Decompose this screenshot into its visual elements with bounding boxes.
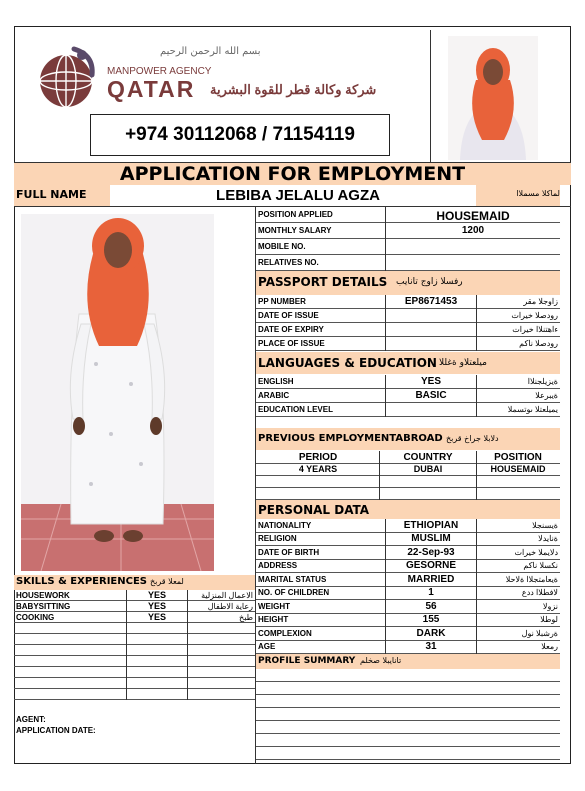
personal-arabic: نكسلا ناكم xyxy=(523,561,558,571)
full-name-value: LEBIBA JELALU AGZA xyxy=(216,187,380,204)
position-value: HOUSEMAID xyxy=(436,209,510,223)
full-name-arabic: لماكلا مسملاا xyxy=(516,189,560,198)
language-label: ENGLISH xyxy=(258,377,294,386)
personal-value: 1 xyxy=(428,587,434,599)
passport-row xyxy=(256,323,560,337)
passport-title: PASSPORT DETAILS xyxy=(258,275,388,289)
language-divider-a xyxy=(385,375,386,417)
skills-title: SKILLS & EXPERIENCES xyxy=(16,576,147,587)
personal-arabic: ةيعامتجلاا ةلاحلا xyxy=(505,574,558,584)
passport-arabic: زاوجلا مقر xyxy=(523,297,558,306)
phone-number: +974 30112068 / 71154119 xyxy=(125,124,355,145)
skill-label: HOUSEWORK xyxy=(16,591,70,600)
skill-divider-a xyxy=(126,590,127,700)
skills-rows xyxy=(14,590,255,700)
passport-row xyxy=(256,295,560,309)
personal-row xyxy=(256,614,560,628)
personal-label: HEIGHT xyxy=(258,615,289,625)
passport-value: EP8671453 xyxy=(404,296,458,307)
form-title-bar xyxy=(14,163,571,185)
summary-line xyxy=(256,669,560,682)
skill-arabic: الاعمال المنزلية xyxy=(201,591,253,600)
previous-divider-a xyxy=(379,451,380,500)
personal-divider-a xyxy=(385,519,386,654)
personal-arabic: لوطلا xyxy=(540,615,558,625)
personal-label: RELIGION xyxy=(258,534,297,544)
personal-rows xyxy=(256,519,560,654)
personal-arabic: ةنايدلا xyxy=(538,534,558,544)
previous-cell: DUBAI xyxy=(413,464,443,474)
passport-header xyxy=(256,271,560,295)
agency-name-main: QATAR xyxy=(107,76,196,102)
summary-line xyxy=(256,734,560,747)
personal-arabic: ةيسنجلا xyxy=(532,520,558,530)
languages-title-arabic: ميلعتلاو ةغللا xyxy=(439,358,487,368)
skill-arabic: رعاية الاطفال xyxy=(207,602,253,611)
personal-label: COMPLEXION xyxy=(258,628,312,638)
summary-line xyxy=(256,695,560,708)
skill-label: BABYSITTING xyxy=(16,602,71,611)
passport-row xyxy=(256,309,560,323)
skill-label: COOKING xyxy=(16,613,55,622)
skill-row xyxy=(14,590,255,601)
skill-value: YES xyxy=(147,590,166,600)
skill-value: YES xyxy=(147,612,166,622)
full-name-label-cell xyxy=(14,185,110,206)
passport-divider-b xyxy=(476,295,477,351)
personal-value: GESORNE xyxy=(405,560,456,572)
agency-name-arabic: شركة وكالة قطر للقوة البشرية xyxy=(210,82,377,97)
salary-label: MONTHLY SALARY xyxy=(258,226,332,235)
previous-header-row xyxy=(256,451,560,464)
previous-row xyxy=(256,464,560,476)
personal-value: DARK xyxy=(416,627,446,639)
personal-value: 31 xyxy=(425,641,437,653)
previous-column-header: POSITION xyxy=(494,452,542,463)
passport-label: DATE OF ISSUE xyxy=(258,311,319,320)
previous-column-header: COUNTRY xyxy=(403,452,453,463)
form-title: APPLICATION FOR EMPLOYMENT xyxy=(119,163,466,185)
skill-row xyxy=(14,634,255,645)
full-name-arabic-cell xyxy=(476,185,560,206)
language-arabic: يميلعتلا ىوتسملا xyxy=(507,405,558,414)
personal-label: NATIONALITY xyxy=(258,520,312,530)
previous-title-arabic: دلابلا جراخ قربخ xyxy=(446,434,499,443)
passport-label: DATE OF EXPIRY xyxy=(258,325,324,334)
personal-row xyxy=(256,587,560,601)
personal-arabic: لافطلاا ددع xyxy=(521,588,558,598)
personal-label: NO. OF CHILDREN xyxy=(258,588,330,598)
previous-row xyxy=(256,476,560,488)
agent-label: AGENT: xyxy=(16,715,46,724)
personal-value: 56 xyxy=(425,600,437,612)
position-label: POSITION APPLIED xyxy=(258,210,333,219)
skill-row xyxy=(14,645,255,656)
personal-label: DATE OF BIRTH xyxy=(258,547,320,557)
previous-cell: 4 YEARS xyxy=(298,464,338,474)
personal-label: WEIGHT xyxy=(258,601,290,611)
personal-value: ETHIOPIAN xyxy=(403,519,459,531)
skill-divider-b xyxy=(187,590,188,700)
personal-value: 155 xyxy=(422,614,440,626)
passport-title-arabic: رفسلا زاوج تانايب xyxy=(396,277,463,287)
personal-row xyxy=(256,560,560,574)
language-row xyxy=(256,375,560,389)
passport-label: PLACE OF ISSUE xyxy=(258,339,325,348)
language-label: EDUCATION LEVEL xyxy=(258,405,333,414)
personal-row xyxy=(256,641,560,655)
previous-column-header: PERIOD xyxy=(298,452,338,463)
language-value: YES xyxy=(420,376,441,387)
skill-row xyxy=(14,656,255,667)
previous-title: PREVIOUS EMPLOYMENTABROAD xyxy=(258,433,443,444)
full-name-label: FULL NAME xyxy=(16,188,87,201)
skills-title-arabic: لمعلا قربخ xyxy=(150,577,184,586)
skill-value: YES xyxy=(147,601,166,611)
job-divider xyxy=(385,207,386,271)
previous-divider-b xyxy=(476,451,477,500)
personal-arabic: دلايملا خيرات xyxy=(514,547,558,557)
skill-arabic: طبخ xyxy=(239,613,253,622)
personal-value: 22-Sep-93 xyxy=(407,546,455,558)
relatives-label: RELATIVES NO. xyxy=(258,258,319,267)
mobile-row xyxy=(256,239,560,255)
skill-row xyxy=(14,612,255,623)
summary-line xyxy=(256,721,560,734)
mobile-label: MOBILE NO. xyxy=(258,242,306,251)
passport-label: PP NUMBER xyxy=(258,297,306,306)
personal-row xyxy=(256,573,560,587)
previous-header xyxy=(256,428,560,450)
languages-header xyxy=(256,352,560,374)
summary-line xyxy=(256,708,560,721)
skill-row xyxy=(14,678,255,689)
skill-row xyxy=(14,623,255,634)
personal-row xyxy=(256,600,560,614)
language-label: ARABIC xyxy=(258,391,290,400)
salary-row xyxy=(256,223,560,239)
personal-row xyxy=(256,627,560,641)
language-divider-b xyxy=(476,375,477,417)
personal-row xyxy=(256,519,560,533)
personal-arabic: ةرشبلا نول xyxy=(521,628,558,638)
personal-header xyxy=(256,500,560,519)
summary-title: PROFILE SUMMARY xyxy=(258,656,356,666)
languages-rows xyxy=(256,375,560,427)
previous-row xyxy=(256,488,560,500)
relatives-row xyxy=(256,255,560,271)
personal-label: ADDRESS xyxy=(258,561,298,571)
summary-line xyxy=(256,747,560,760)
personal-row xyxy=(256,546,560,560)
application-date-label: APPLICATION DATE: xyxy=(16,726,96,735)
personal-label: AGE xyxy=(258,642,276,652)
skill-row xyxy=(14,667,255,678)
language-arabic: ةيبرعلا xyxy=(535,391,558,400)
skill-row xyxy=(14,689,255,700)
passport-row xyxy=(256,337,560,351)
phone-box xyxy=(90,114,390,156)
personal-row xyxy=(256,533,560,547)
previous-table xyxy=(256,451,560,501)
passport-arabic: ءاهتنلاا خيرات xyxy=(512,325,558,334)
skill-row xyxy=(14,601,255,612)
language-row xyxy=(256,403,560,417)
applicant-photo-small xyxy=(448,36,538,160)
personal-arabic: نزولا xyxy=(542,601,558,611)
passport-arabic: رودصلا ناكم xyxy=(519,339,558,348)
job-section xyxy=(256,207,560,271)
summary-header xyxy=(256,654,560,669)
agency-logo xyxy=(30,45,100,109)
applicant-photo-full xyxy=(21,214,214,571)
basmala-text: بسم الله الرحمن الرحيم xyxy=(160,46,261,57)
previous-cell: HOUSEMAID xyxy=(490,464,546,474)
language-row xyxy=(256,389,560,403)
passport-divider-a xyxy=(385,295,386,351)
salary-value: 1200 xyxy=(461,225,485,236)
summary-line xyxy=(256,682,560,695)
personal-label: MARITAL STATUS xyxy=(258,574,327,584)
language-arabic: ةيزيلجنلاا xyxy=(527,377,558,386)
position-row xyxy=(256,207,560,223)
personal-title: PERSONAL DATA xyxy=(258,503,370,517)
passport-rows xyxy=(256,295,560,351)
personal-value: MUSLIM xyxy=(411,533,451,545)
personal-arabic: رمعلا xyxy=(541,642,558,652)
agency-name-top: MANPOWER AGENCY xyxy=(107,66,212,77)
language-value: BASIC xyxy=(415,390,447,401)
personal-value: MARRIED xyxy=(407,573,455,585)
passport-arabic: رودصلا خيرات xyxy=(511,311,558,320)
summary-rows xyxy=(256,669,560,764)
skills-header xyxy=(14,575,255,590)
personal-divider-b xyxy=(476,519,477,654)
summary-title-arabic: تانايبلا صخلم xyxy=(360,656,402,665)
languages-title: LANGUAGES & EDUCATION xyxy=(258,356,437,370)
